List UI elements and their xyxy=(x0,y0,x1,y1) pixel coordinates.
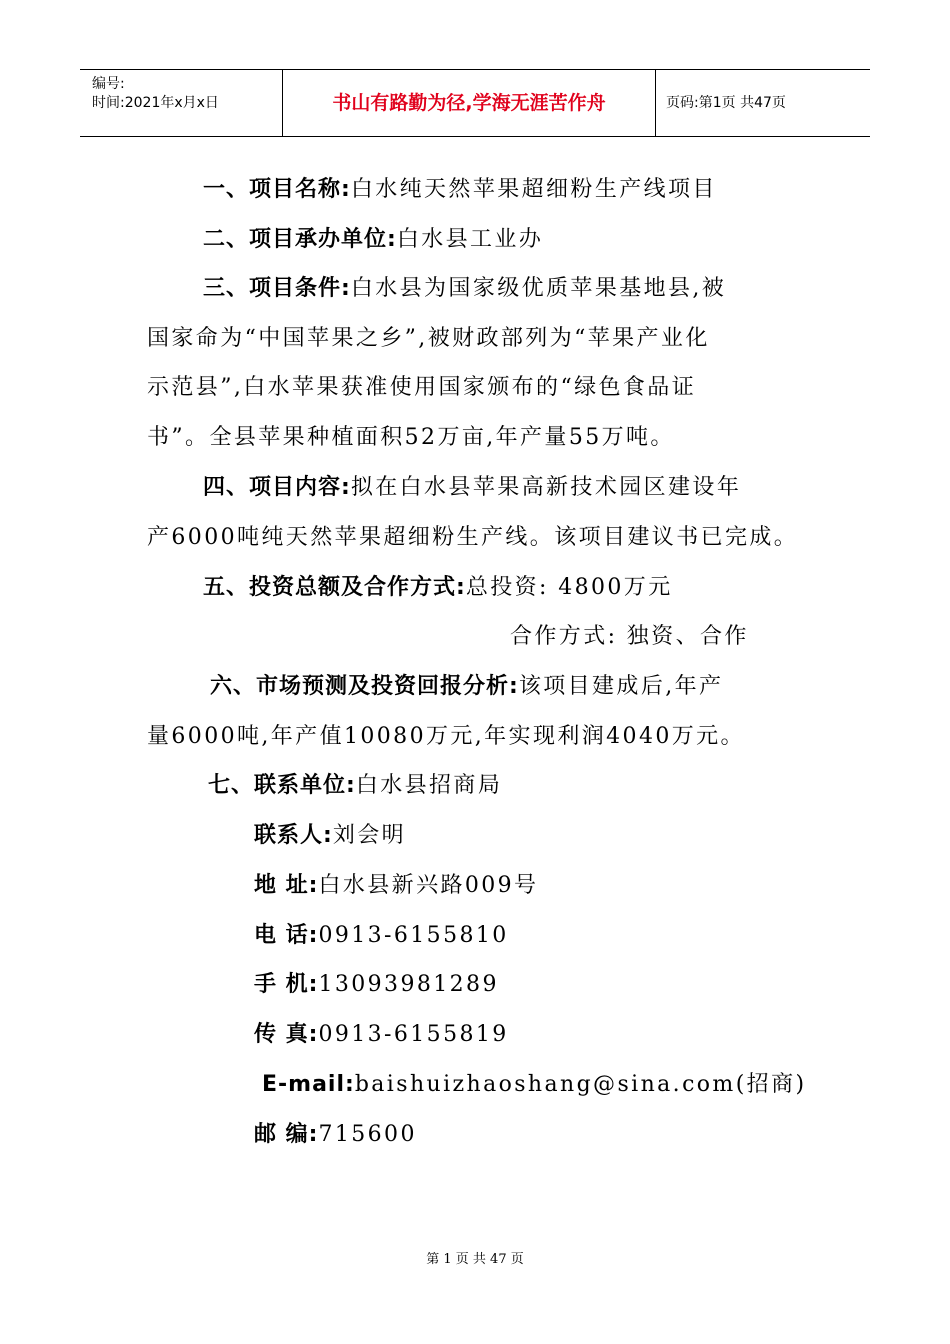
section-text: 总投资: 4800万元 xyxy=(465,575,673,600)
section-text: 白水县为国家级优质苹果基地县,被 xyxy=(350,276,727,301)
email-link[interactable]: baishuizhaoshang@sina.com(招商) xyxy=(354,1072,807,1097)
contact-fax xyxy=(254,1017,509,1048)
section-investment xyxy=(203,570,673,601)
contact-label: E-mail: xyxy=(262,1072,355,1097)
section-value: 白水纯天然苹果超细粉生产线项目 xyxy=(350,177,717,202)
section-label: 五、投资总额及合作方式: xyxy=(203,575,466,600)
page-footer: 第 1 页 共 47 页 xyxy=(426,1252,524,1267)
section-label: 一、项目名称: xyxy=(203,177,351,202)
contact-email xyxy=(262,1067,806,1098)
section-value: 白水县工业办 xyxy=(396,227,544,252)
contact-value: 0913-6155819 xyxy=(318,1022,509,1047)
section-label: 六、市场预测及投资回报分析: xyxy=(210,674,519,699)
contact-mobile xyxy=(254,967,499,998)
header-meta-cell xyxy=(80,70,283,136)
contact-address xyxy=(254,868,538,899)
section-value: 白水县招商局 xyxy=(355,773,503,798)
contact-label: 手 机: xyxy=(254,972,319,997)
paragraph-line: 示范县”,白水苹果获准使用国家颁布的“绿色食品证 xyxy=(147,375,697,400)
contact-value: 白水县新兴路009号 xyxy=(318,873,539,898)
paragraph-line: 国家命为“中国苹果之乡”,被财政部列为“苹果产业化 xyxy=(147,326,710,351)
paragraph-line: 书”。全县苹果种植面积52万亩,年产量55万吨。 xyxy=(147,425,675,450)
doc-number: 编号: xyxy=(92,76,125,92)
contact-phone xyxy=(254,918,509,949)
contact-postcode xyxy=(254,1117,417,1148)
section-market-forecast xyxy=(210,669,723,700)
contact-label: 地 址: xyxy=(254,873,319,898)
section-project-content xyxy=(203,470,741,501)
section-label: 七、联系单位: xyxy=(208,773,356,798)
section-text: 该项目建成后,年产 xyxy=(518,674,724,699)
contact-value: 715600 xyxy=(318,1122,417,1147)
contact-person xyxy=(254,818,406,849)
doc-time: 时间:2021年x月x日 xyxy=(92,95,219,111)
section-label: 二、项目承办单位: xyxy=(203,227,397,252)
contact-label: 电 话: xyxy=(254,923,319,948)
section-text: 拟在白水县苹果高新技术园区建设年 xyxy=(350,475,742,500)
header-page-info: 页码:第1页 共47页 xyxy=(666,95,786,111)
contact-label: 邮 编: xyxy=(254,1122,319,1147)
section-project-conditions xyxy=(203,271,726,302)
section-label: 三、项目条件: xyxy=(203,276,351,301)
page-header xyxy=(80,69,870,137)
contact-value: 0913-6155810 xyxy=(318,923,509,948)
section-contact-unit xyxy=(208,768,502,799)
paragraph-line: 产6000吨纯天然苹果超细粉生产线。该项目建议书已完成。 xyxy=(147,525,799,550)
section-project-name xyxy=(203,172,717,203)
contact-label: 传 真: xyxy=(254,1022,319,1047)
paragraph-line: 量6000吨,年产值10080万元,年实现利润4040万元。 xyxy=(147,724,745,749)
contact-label: 联系人: xyxy=(254,823,333,848)
paragraph-line: 合作方式: 独资、合作 xyxy=(510,624,749,649)
header-motto: 书山有路勤为径,学海无涯苦作舟 xyxy=(283,70,656,136)
contact-value: 刘会明 xyxy=(332,823,407,848)
contact-value: 13093981289 xyxy=(318,972,499,997)
section-undertaking-unit xyxy=(203,222,543,253)
section-label: 四、项目内容: xyxy=(203,475,351,500)
